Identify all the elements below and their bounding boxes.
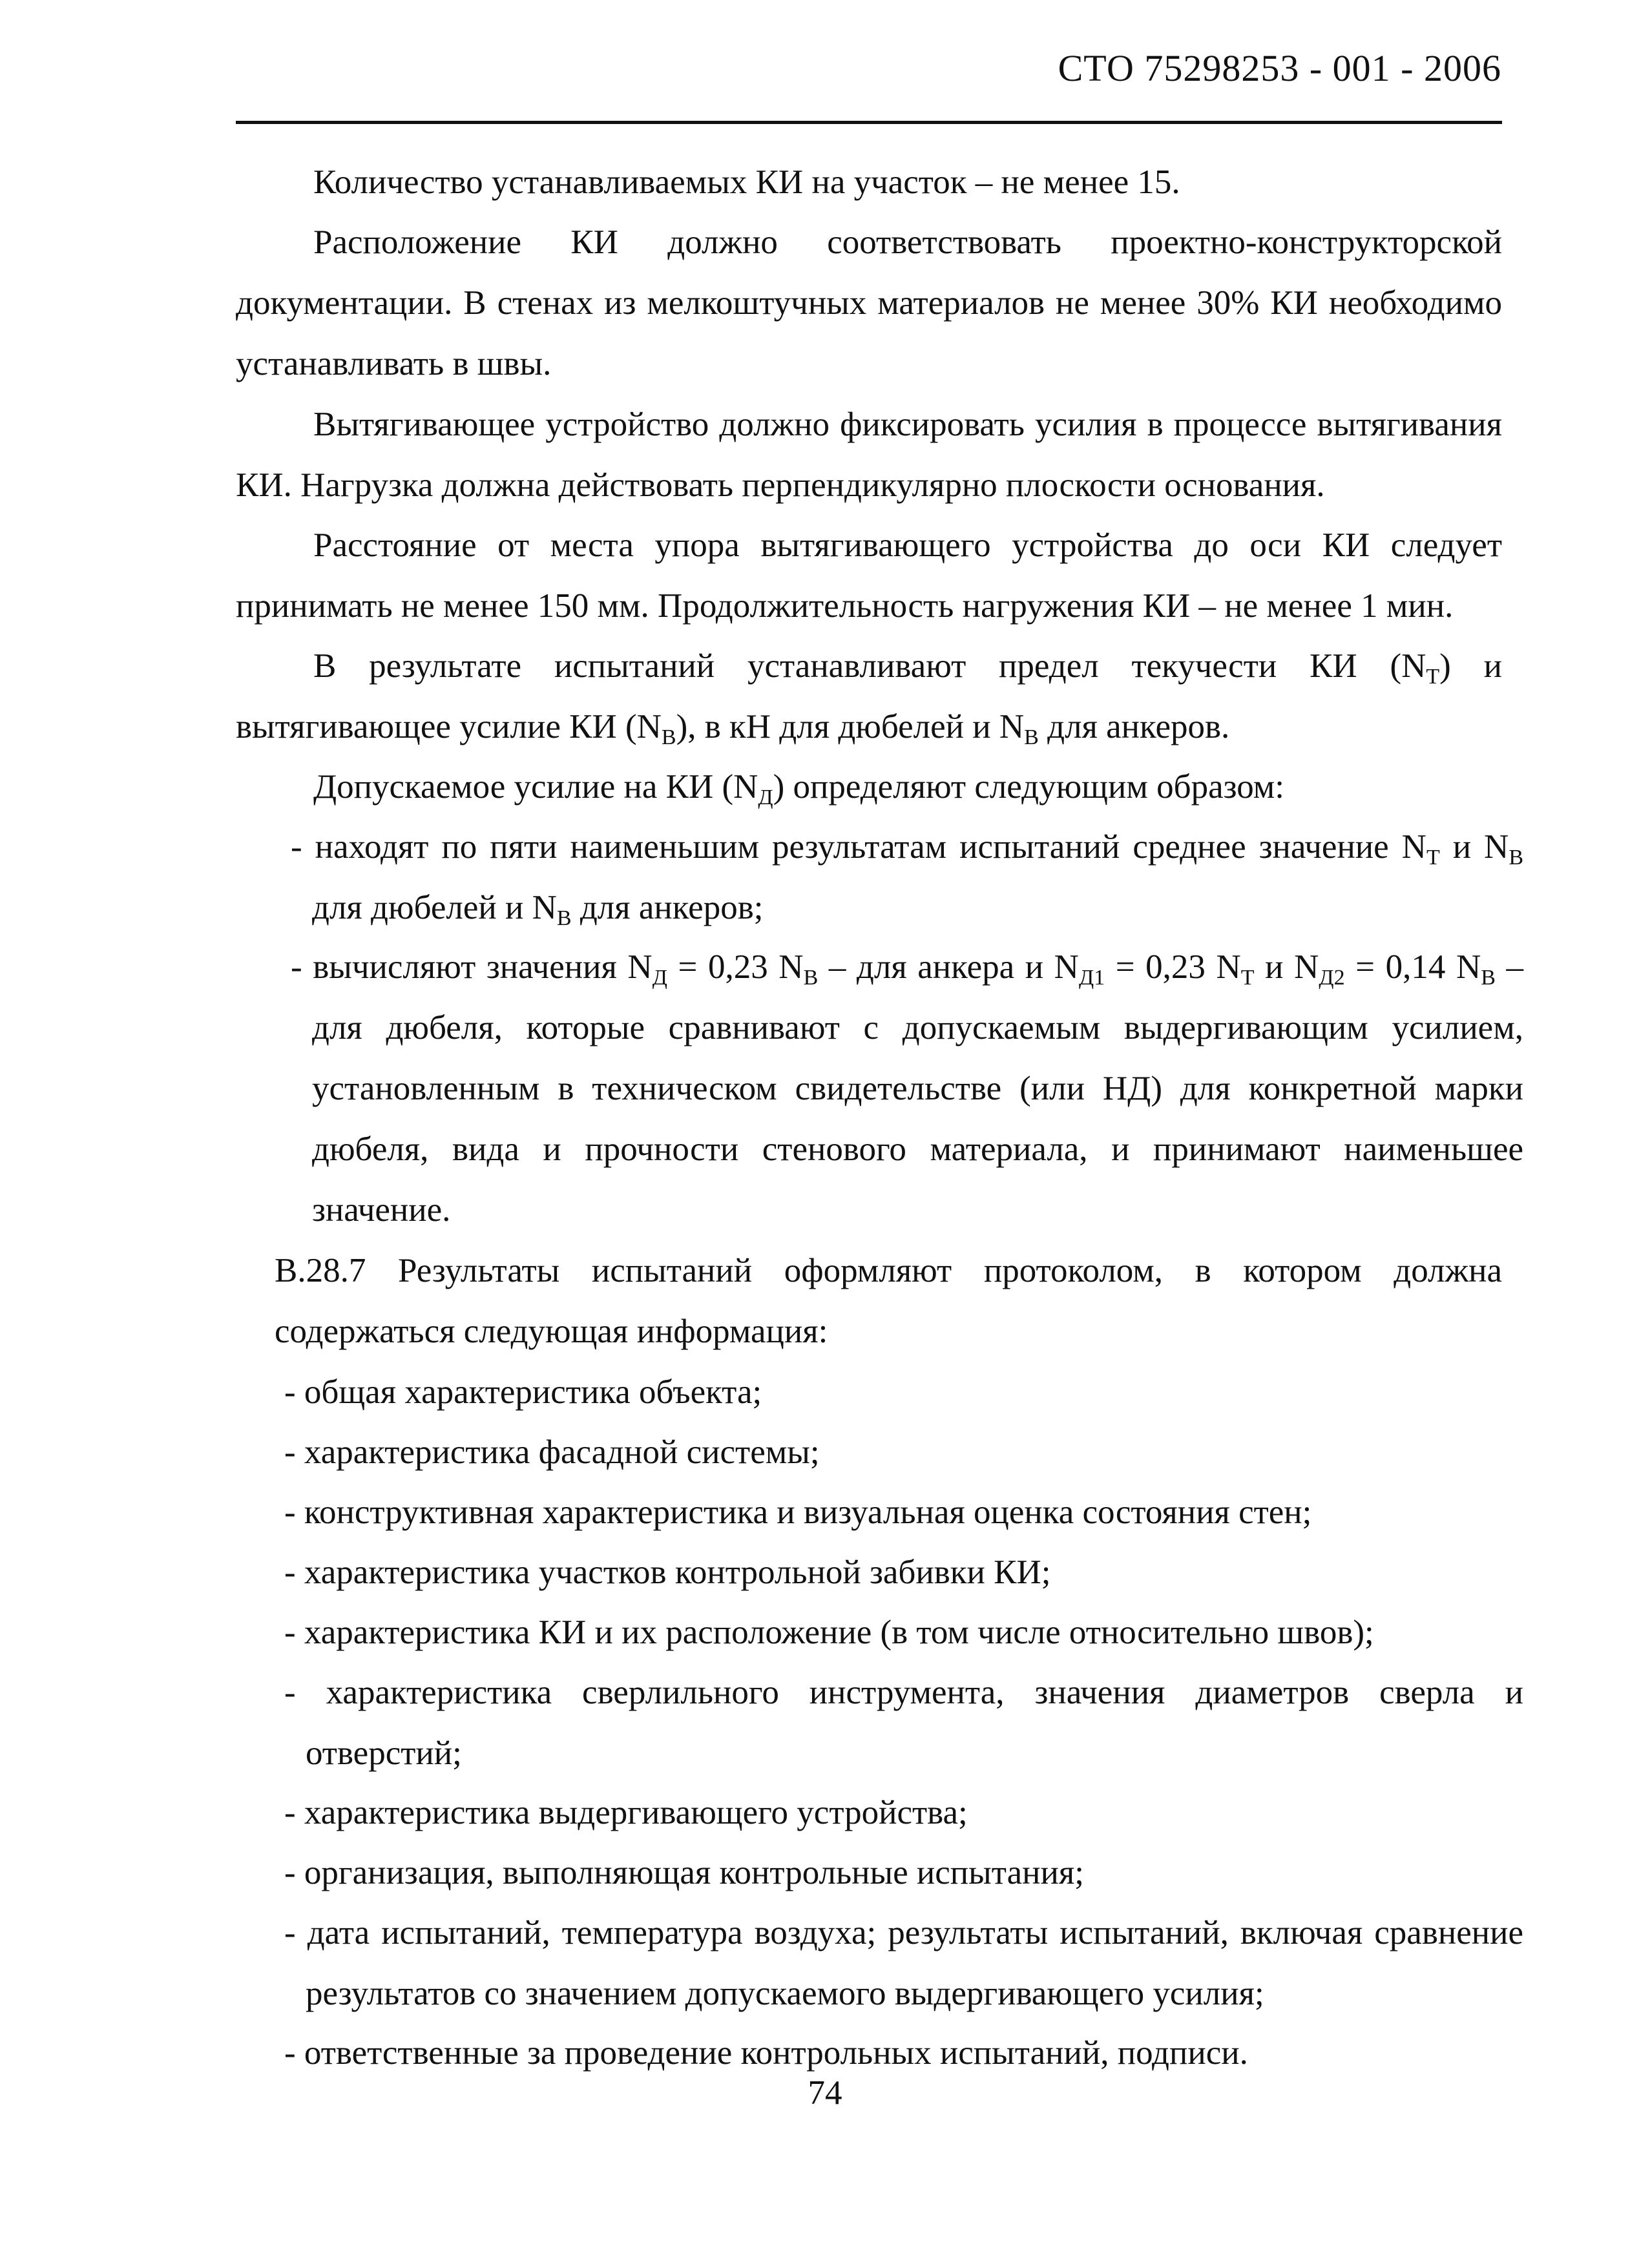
subscript: В	[803, 966, 819, 990]
subscript: В	[1481, 966, 1496, 990]
info-list-item: - ответственные за проведение контрольных испытаний, подписи.	[284, 2034, 1248, 2072]
paragraph-distance: Расстояние от места упора вытягивающего устройства до оси КИ следует принимать не менее 150 мм. Продолжительность нагружения КИ – не менее 1 мин.	[236, 526, 1502, 625]
info-list-item: - конструктивная характеристика и визуальная оценка состояния стен;	[284, 1493, 1312, 1531]
subscript: Д	[758, 785, 773, 809]
paragraph-count: Количество устанавливаемых КИ на участок – не менее 15.	[313, 163, 1180, 201]
subscript: В	[1024, 725, 1039, 749]
text-run: Допускаемое усилие на КИ (N	[313, 768, 758, 806]
info-list-item: - характеристика выдергивающего устройства;	[284, 1794, 968, 1831]
text-run: ), в кН для дюбелей и N	[676, 708, 1025, 745]
paragraph-pull-device: Вытягивающее устройство должно фиксировать усилия в процессе вытягивания КИ. Нагрузка должна действовать перпендикулярно плоскости основания.	[236, 406, 1502, 504]
text-run: и N	[1439, 828, 1509, 866]
subscript: Т	[1426, 846, 1440, 869]
subscript: В	[556, 906, 572, 930]
text-run: для анкеров;	[571, 889, 764, 926]
paragraph-allowable-force	[236, 756, 1502, 817]
text-run: = 0,23 N	[667, 948, 804, 986]
page-number: 74	[808, 2074, 842, 2112]
subscript: Д2	[1319, 966, 1345, 990]
text-run: В результате испытаний устанавливают предел текучести КИ (N	[313, 647, 1426, 685]
info-list-item: - характеристика фасадной системы;	[284, 1433, 820, 1471]
subscript: В	[661, 725, 676, 749]
info-list-item: - характеристика сверлильного инструмента, значения диаметров сверла и отверстий;	[284, 1674, 1523, 1772]
text-run: для анкеров.	[1038, 708, 1230, 745]
text-run: ) определяют следующим образом:	[773, 768, 1285, 806]
text-run: и N	[1254, 948, 1319, 986]
list-item-average	[291, 817, 1523, 938]
info-list-item: - организация, выполняющая контрольные испытания;	[284, 1854, 1084, 1891]
text-run: - находят по пяти наименьшим результатам испытаний среднее значение N	[291, 828, 1426, 866]
text-run: = 0,14 N	[1344, 948, 1481, 986]
info-list-item: - характеристика участков контрольной забивки КИ;	[284, 1554, 1051, 1591]
text-run: – для анкера и N	[818, 948, 1079, 986]
subscript: Т	[1240, 966, 1255, 990]
paragraph-test-results	[236, 636, 1502, 757]
document-code: СТО 75298253 - 001 - 2006	[1058, 47, 1501, 89]
info-list-item: - дата испытаний, температура воздуха; результаты испытаний, включая сравнение результатов со значением допускаемого выдергивающего усилия;	[284, 1914, 1523, 2012]
info-list-item: - характеристика КИ и их расположение (в том числе относительно швов);	[284, 1614, 1374, 1651]
text-run: В.28.7 Результаты испытаний оформляют протоколом, в котором должна содержаться следующая информация:	[275, 1252, 1502, 1350]
paragraph-placement: Расположение КИ должно соответствовать проектно-конструкторской документации. В стенах из мелкоштучных материалов не менее 30% КИ необходимо устанавливать в швы.	[236, 224, 1502, 382]
text-run: - вычисляют значения N	[291, 948, 653, 986]
subscript: Т	[1426, 665, 1440, 689]
text-run: = 0,23 N	[1105, 948, 1241, 986]
subscript: В	[1509, 846, 1524, 869]
info-list-item: - общая характеристика объекта;	[284, 1373, 762, 1411]
text-run: – для дюбеля, которые сравнивают с допускаемым выдергивающим усилием, установленным в техническом свидетельстве (или НД) для конкретной марки дюбеля, вида и прочности стенового материала, и принимают наименьшее значение.	[312, 948, 1523, 1229]
text-run: ) и вытягивающее усилие КИ (N	[236, 647, 1502, 745]
text-run: для дюбелей и N	[312, 889, 557, 926]
paragraph-protocol	[275, 1240, 1502, 1362]
subscript: Д	[652, 966, 667, 990]
subscript: Д1	[1078, 966, 1105, 990]
list-item-calculate	[291, 937, 1523, 1240]
header-divider	[236, 121, 1502, 124]
